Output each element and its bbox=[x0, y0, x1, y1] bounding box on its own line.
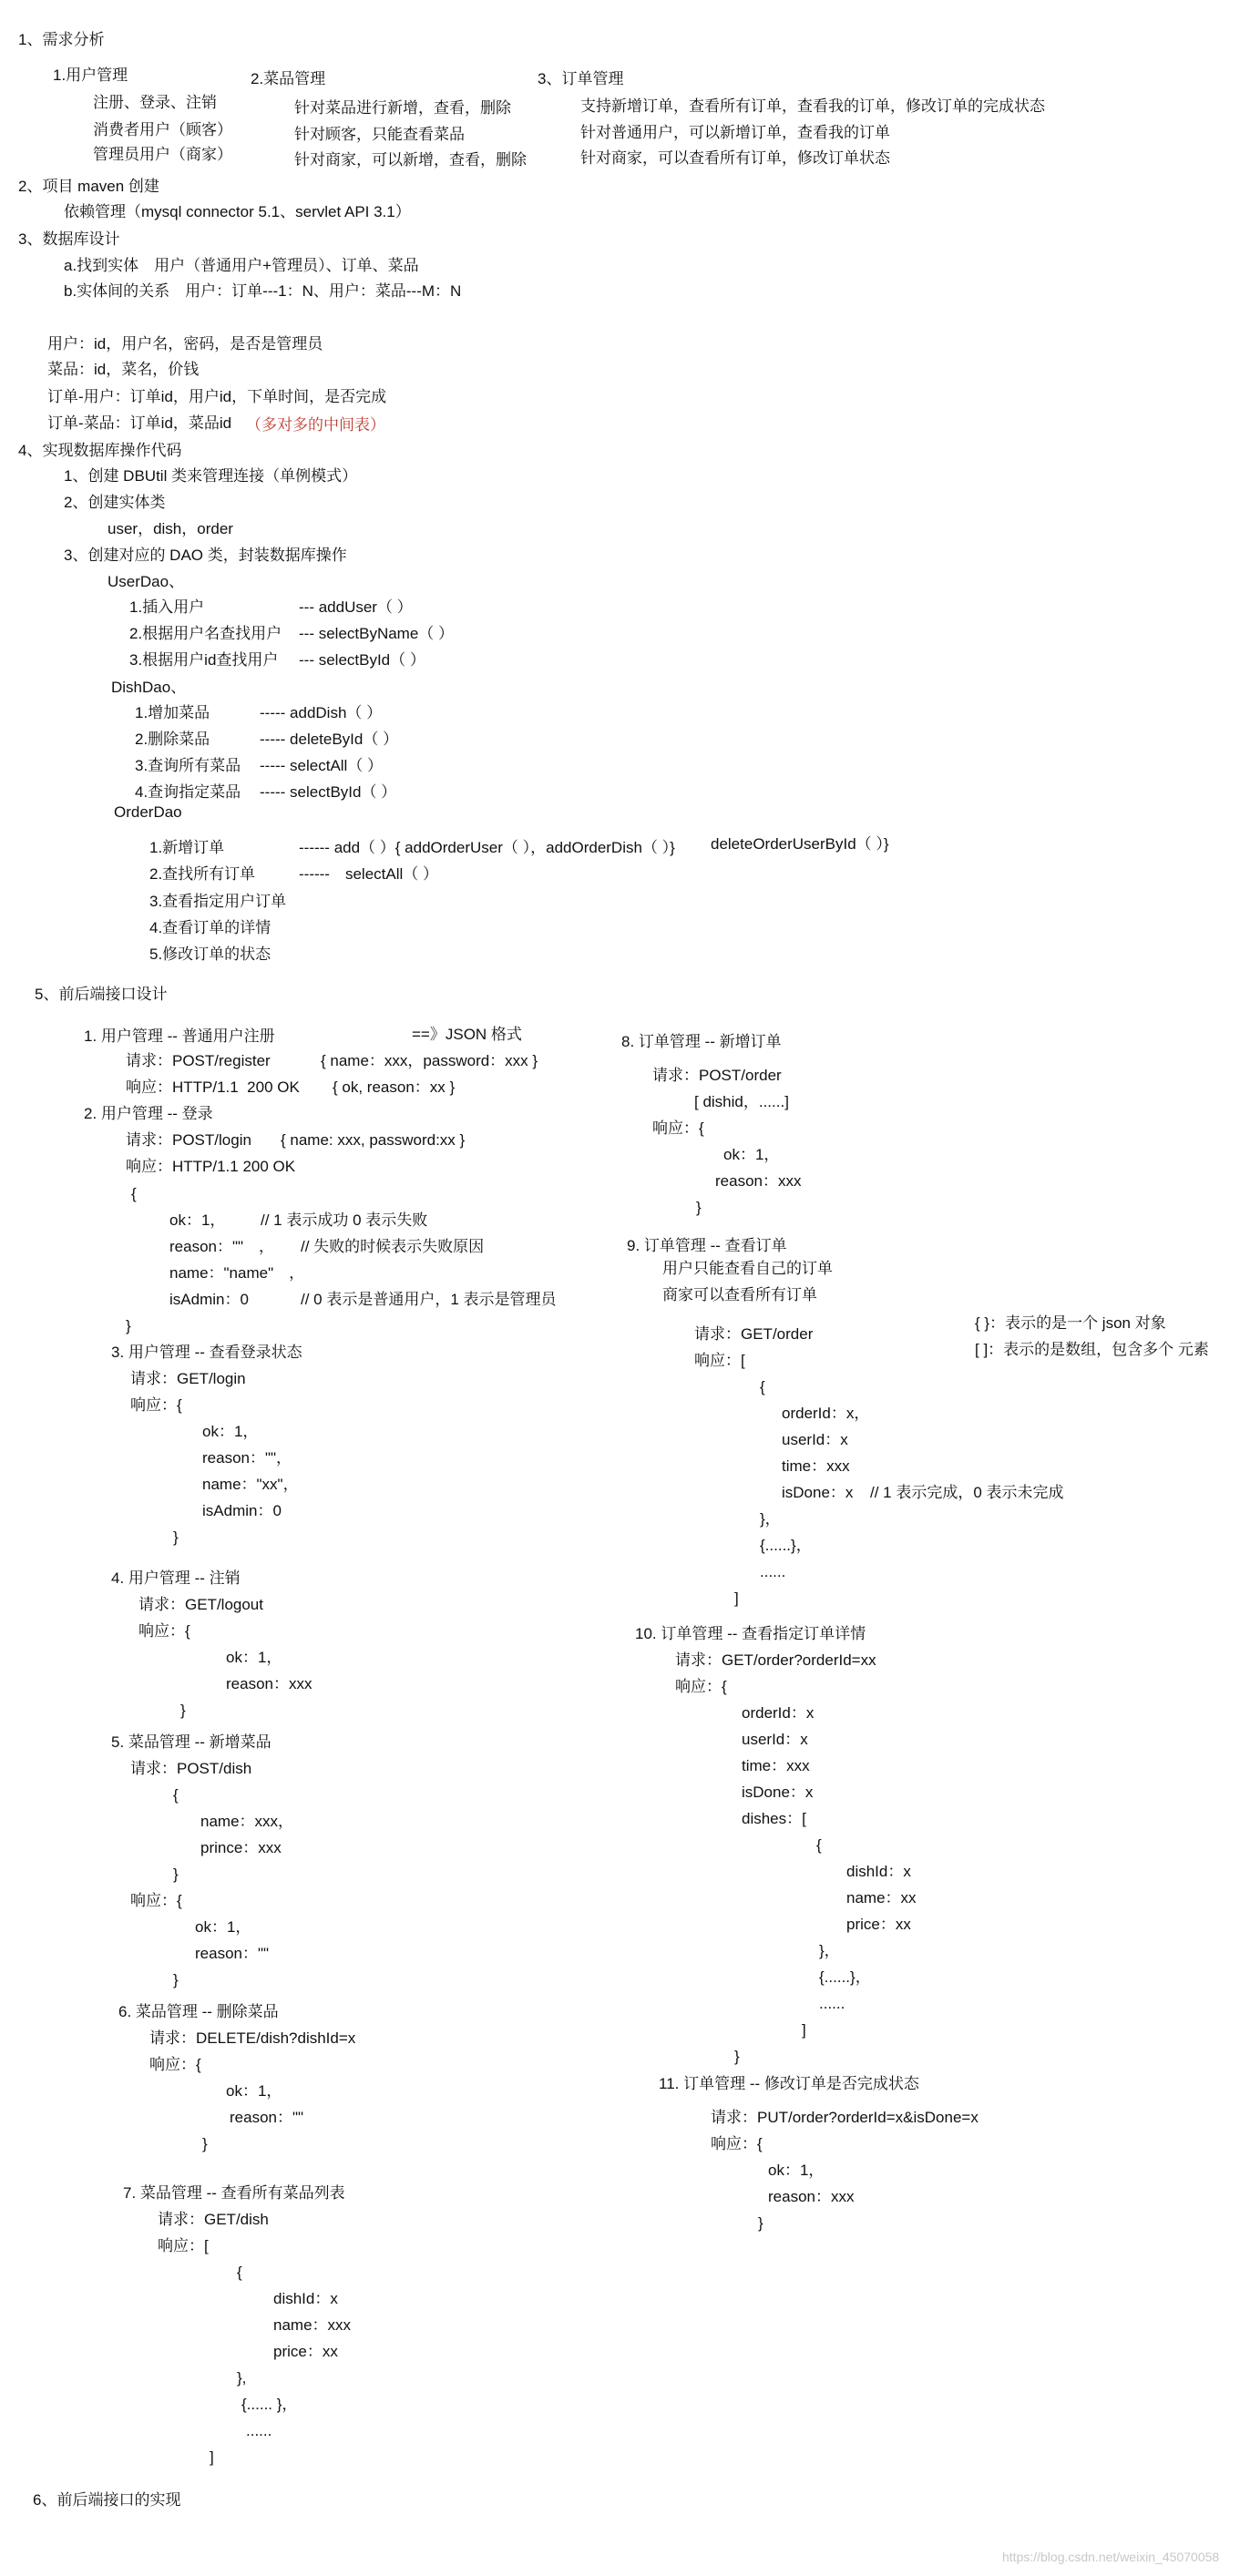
text-line: 10. 订单管理 -- 查看指定订单详情 bbox=[635, 1625, 866, 1642]
text-line: ok：1， bbox=[202, 1423, 259, 1440]
text-line: dishId：x bbox=[273, 2290, 338, 2307]
text-line: 响应：HTTP/1.1 200 OK bbox=[126, 1158, 296, 1175]
text-line: user，dish，order bbox=[108, 520, 233, 537]
text-line: 1、需求分析 bbox=[18, 31, 105, 48]
text-line: deleteOrderUserById（ ）} bbox=[711, 835, 889, 853]
text-line: 1.增加菜品 bbox=[135, 704, 210, 721]
text-line: 注册、登录、注销 bbox=[93, 94, 217, 111]
text-line: ] bbox=[734, 1590, 739, 1607]
text-line: } bbox=[173, 1866, 179, 1883]
text-line: ok：1， bbox=[768, 2162, 825, 2179]
text-line: orderId：x， bbox=[782, 1405, 870, 1422]
text-line: ----- selectById（ ） bbox=[260, 783, 397, 801]
text-line: { name: xxx, password:xx } bbox=[281, 1131, 466, 1149]
text-line: 3.查看指定用户订单 bbox=[149, 893, 287, 910]
text-line: 针对顾客，只能查看菜品 bbox=[294, 126, 465, 143]
text-line: 2.菜品管理 bbox=[251, 70, 326, 87]
text-line: orderId：x bbox=[742, 1704, 815, 1722]
text-line: // 0 表示是普通用户，1 表示是管理员 bbox=[301, 1291, 557, 1308]
text-line: reason：xxx bbox=[768, 2188, 855, 2205]
text-line: 4.查询指定菜品 bbox=[135, 783, 241, 801]
text-line: 2、项目 maven 创建 bbox=[18, 178, 159, 195]
text-line: } bbox=[758, 2214, 763, 2232]
text-line: 针对菜品进行新增，查看，删除 bbox=[294, 99, 511, 117]
text-line: { bbox=[237, 2264, 242, 2281]
text-line: 商家可以查看所有订单 bbox=[662, 1286, 817, 1303]
text-line: ----- selectAll（ ） bbox=[260, 757, 384, 774]
text-line: reason："" bbox=[230, 2109, 304, 2126]
text-line: 1. 用户管理 -- 普通用户注册 bbox=[84, 1027, 275, 1045]
text-line: 4. 用户管理 -- 注销 bbox=[111, 1569, 241, 1587]
text-line: reason："" bbox=[195, 1945, 270, 1962]
text-line: 2.查找所有订单 bbox=[149, 865, 256, 883]
text-line: ] bbox=[210, 2448, 214, 2466]
text-line: name：xxx， bbox=[200, 1813, 294, 1830]
text-line: OrderDao bbox=[114, 803, 182, 821]
text-line: isDone：x bbox=[742, 1784, 814, 1801]
text-line: 5.修改订单的状态 bbox=[149, 946, 272, 963]
text-line: 3. 用户管理 -- 查看登录状态 bbox=[111, 1344, 302, 1361]
text-line: 针对商家，可以新增，查看，删除 bbox=[294, 151, 527, 169]
text-line: [ dishid，......] bbox=[694, 1093, 789, 1110]
text-line: }， bbox=[819, 1942, 840, 1959]
text-line: 请求：POST/login bbox=[126, 1131, 251, 1149]
text-line: 1.插入用户 bbox=[129, 598, 205, 616]
text-line: 响应：[ bbox=[694, 1352, 745, 1369]
text-line: userId：x bbox=[782, 1431, 848, 1448]
text-line: time：xxx bbox=[742, 1757, 810, 1774]
text-line: 6、前后端接口的实现 bbox=[33, 2491, 181, 2509]
text-line: {......}， bbox=[819, 1968, 871, 1986]
text-line: 支持新增订单，查看所有订单，查看我的订单，修改订单的完成状态 bbox=[580, 97, 1045, 115]
watermark-text: https://blog.csdn.net/weixin_45070058 bbox=[1002, 2550, 1220, 2564]
text-line: price：xx bbox=[846, 1916, 911, 1933]
text-line: ==》JSON 格式 bbox=[412, 1026, 522, 1043]
text-line: ok：1， bbox=[195, 1918, 251, 1936]
text-line: 3、数据库设计 bbox=[18, 230, 120, 248]
text-line: dishId：x bbox=[846, 1863, 911, 1880]
text-line: 6. 菜品管理 -- 删除菜品 bbox=[118, 2003, 279, 2020]
text-line: name："name" ， bbox=[169, 1264, 305, 1282]
text-line: 1.用户管理 bbox=[53, 66, 128, 84]
text-line: } bbox=[696, 1199, 702, 1216]
text-line: 用户：id，用户名，密码，是否是管理员 bbox=[47, 335, 323, 353]
text-line: 11. 订单管理 -- 修改订单是否完成状态 bbox=[659, 2075, 919, 2092]
text-line: reason：""， bbox=[202, 1449, 292, 1467]
text-line: { bbox=[173, 1786, 179, 1804]
text-line: 4、实现数据库操作代码 bbox=[18, 442, 182, 459]
text-line: 依赖管理（mysql connector 5.1、servlet API 3.1） bbox=[64, 203, 411, 220]
text-line: ...... bbox=[819, 1995, 845, 2012]
text-line: --- addUser（ ） bbox=[299, 598, 413, 616]
text-line: { bbox=[760, 1378, 765, 1395]
text-line: b.实体间的关系 用户：订单---1：N、用户：菜品---M：N bbox=[64, 282, 462, 300]
text-line: 9. 订单管理 -- 查看订单 bbox=[627, 1237, 787, 1254]
text-line: reason：xxx bbox=[226, 1675, 312, 1692]
text-line: DishDao、 bbox=[111, 679, 187, 696]
text-line: price：xx bbox=[273, 2343, 338, 2360]
text-line: } bbox=[173, 1971, 179, 1988]
text-line: 2、创建实体类 bbox=[64, 494, 166, 511]
text-line: 用户只能查看自己的订单 bbox=[662, 1260, 833, 1277]
text-line: name：xx bbox=[846, 1889, 917, 1906]
text-line: { bbox=[816, 1836, 822, 1854]
text-line: 请求：POST/register bbox=[126, 1052, 271, 1069]
text-line: 请求：GET/dish bbox=[158, 2211, 269, 2228]
text-line: 2.删除菜品 bbox=[135, 731, 210, 748]
text-line: } bbox=[734, 2048, 740, 2065]
text-line: userId：x bbox=[742, 1731, 808, 1748]
text-line: 5. 菜品管理 -- 新增菜品 bbox=[111, 1733, 272, 1751]
text-line: 针对商家，可以查看所有订单，修改订单状态 bbox=[580, 149, 890, 167]
text-line: 请求：PUT/order?orderId=x&isDone=x bbox=[711, 2109, 978, 2126]
text-line: [ ]：表示的是数组，包含多个 元素 bbox=[975, 1341, 1209, 1358]
text-line: isAdmin：0 bbox=[202, 1502, 282, 1519]
text-line: 3.根据用户id查找用户 bbox=[129, 651, 279, 669]
text-line: 响应：{ bbox=[130, 1396, 182, 1414]
text-line: {...... }， bbox=[241, 2396, 298, 2413]
text-line: 请求：POST/dish bbox=[130, 1760, 252, 1777]
text-line: 针对普通用户，可以新增订单，查看我的订单 bbox=[580, 124, 890, 141]
text-line: 订单-用户：订单id，用户id，下单时间，是否完成 bbox=[47, 388, 387, 405]
text-line: }， bbox=[760, 1510, 781, 1528]
text-line: （多对多的中间表） bbox=[246, 416, 385, 434]
text-line: 响应：{ bbox=[675, 1678, 727, 1695]
text-line: // 1 表示完成，0 表示未完成 bbox=[870, 1484, 1064, 1501]
text-line: 响应：{ bbox=[130, 1892, 182, 1909]
text-line: 响应：{ bbox=[652, 1119, 704, 1137]
text-line: { bbox=[131, 1185, 137, 1202]
text-line: 响应：[ bbox=[158, 2237, 209, 2254]
text-line: ] bbox=[802, 2021, 806, 2039]
text-line: dishes：[ bbox=[742, 1810, 806, 1827]
text-line: } bbox=[126, 1317, 131, 1334]
text-line: } bbox=[180, 1702, 186, 1719]
text-line: 请求：GET/order?orderId=xx bbox=[675, 1651, 876, 1669]
text-line: isAdmin：0 bbox=[169, 1291, 249, 1308]
text-line: 2. 用户管理 -- 登录 bbox=[84, 1105, 213, 1122]
text-line: ------ selectAll（ ） bbox=[299, 865, 438, 883]
text-line: ok：1， bbox=[226, 2082, 282, 2100]
text-line: 请求：POST/order bbox=[652, 1067, 782, 1084]
text-line: 1、创建 DBUtil 类来管理连接（单例模式） bbox=[64, 467, 358, 485]
text-line: time：xxx bbox=[782, 1457, 850, 1475]
text-line: 请求：GET/logout bbox=[138, 1596, 263, 1613]
text-line: 8. 订单管理 -- 新增订单 bbox=[621, 1033, 782, 1050]
text-line: reason：xxx bbox=[715, 1172, 802, 1190]
text-line: name："xx"， bbox=[202, 1476, 299, 1493]
text-line: { ok, reason：xx } bbox=[333, 1078, 456, 1096]
text-line: 7. 菜品管理 -- 查看所有菜品列表 bbox=[123, 2184, 345, 2202]
text-line: } bbox=[202, 2135, 208, 2152]
text-line: ----- addDish（ ） bbox=[260, 704, 383, 721]
text-line: a.找到实体 用户（普通用户+管理员）、订单、菜品 bbox=[64, 257, 419, 274]
text-line: ok：1， bbox=[226, 1649, 282, 1666]
text-line: 消费者用户（顾客） bbox=[93, 121, 232, 138]
text-line: 响应：{ bbox=[138, 1622, 190, 1640]
text-line: ----- deleteById（ ） bbox=[260, 731, 399, 748]
text-line: 3、创建对应的 DAO 类，封装数据库操作 bbox=[64, 547, 347, 564]
text-line: // 1 表示成功 0 表示失败 bbox=[261, 1211, 428, 1229]
text-line: } bbox=[173, 1528, 179, 1546]
text-line: ------ add（ ）{ addOrderUser（ ），addOrderDish（ ）} bbox=[299, 839, 675, 856]
text-line: 5、前后端接口设计 bbox=[35, 986, 168, 1003]
text-line: { }：表示的是一个 json 对象 bbox=[975, 1314, 1166, 1332]
text-line: name：xxx bbox=[273, 2316, 352, 2334]
text-line: 3.查询所有菜品 bbox=[135, 757, 241, 774]
text-line: 响应：HTTP/1.1 200 OK bbox=[126, 1078, 300, 1096]
text-line: { name：xxx，password：xxx } bbox=[321, 1052, 538, 1069]
text-line: --- selectByName（ ） bbox=[299, 625, 455, 642]
text-line: reason："" ， bbox=[169, 1238, 275, 1255]
text-line: 4.查看订单的详情 bbox=[149, 919, 272, 936]
text-line: ok：1， bbox=[723, 1146, 780, 1163]
text-line: ...... bbox=[246, 2422, 272, 2439]
text-line: 2.根据用户名查找用户 bbox=[129, 625, 282, 642]
text-line: 请求：GET/order bbox=[694, 1325, 814, 1343]
text-line: 管理员用户（商家） bbox=[93, 146, 232, 163]
text-line: 1.新增订单 bbox=[149, 839, 225, 856]
text-line: 菜品：id，菜名，价钱 bbox=[47, 361, 200, 378]
text-line: 请求：DELETE/dish?dishId=x bbox=[149, 2029, 356, 2047]
text-line: ok：1， bbox=[169, 1211, 226, 1229]
text-line: --- selectById（ ） bbox=[299, 651, 425, 669]
text-line: 3、订单管理 bbox=[538, 70, 624, 87]
text-line: 响应：{ bbox=[149, 2056, 201, 2073]
text-line: ...... bbox=[760, 1563, 786, 1580]
text-line: // 失败的时候表示失败原因 bbox=[301, 1238, 485, 1255]
text-line: {......}， bbox=[760, 1537, 812, 1554]
text-line: prince：xxx bbox=[200, 1839, 282, 1856]
text-line: 请求：GET/login bbox=[130, 1370, 246, 1387]
text-line: 订单-菜品：订单id，菜品id bbox=[47, 414, 232, 432]
text-line: 响应：{ bbox=[711, 2135, 763, 2152]
text-line: UserDao、 bbox=[108, 573, 185, 590]
text-line: isDone：x bbox=[782, 1484, 854, 1501]
text-line: }, bbox=[237, 2369, 247, 2387]
